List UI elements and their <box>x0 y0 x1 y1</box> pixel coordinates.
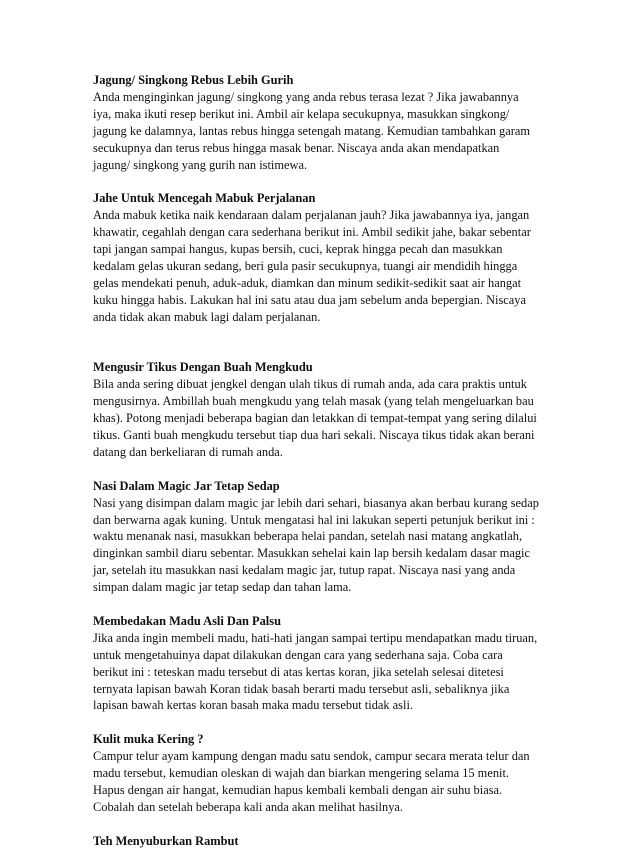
section-tikus <box>93 359 548 460</box>
body-line: Campur telur ayam kampung dengan madu satu sendok, campur secara merata telur dan <box>93 749 530 764</box>
body-line: Nasi yang disimpan dalam magic jar lebih dari sehari, biasanya akan berbau kurang sedap <box>93 495 539 510</box>
body-line: Anda menginginkan jagung/ singkong yang anda rebus terasa lezat ? Jika jawabannya <box>93 89 519 104</box>
body-line: tapi jangan sampai hangus, kupas bersih, cuci, keprak hingga pecah dan masukkan <box>93 242 503 257</box>
body-line: jagung/ singkong yang gurih nan istimewa. <box>93 157 308 172</box>
section-title: Kulit muka Kering ? <box>93 732 204 747</box>
body-line: khas). Potong menjadi beberapa bagian dan letakkan di tempat-tempat yang sering dilalui <box>93 411 537 426</box>
body-line: kedalam gelas ukuran sedang, beri gula pasir secukupnya, tuangi air mendidih hingga <box>93 258 518 273</box>
section-teh <box>93 833 548 850</box>
body-line: datang dan berkeliaran di rumah anda. <box>93 444 283 459</box>
section-title: Nasi Dalam Magic Jar Tetap Sedap <box>93 478 280 493</box>
body-line: Anda mabuk ketika naik kendaraan dalam perjalanan jauh? Jika jawabannya iya, jangan <box>93 208 530 223</box>
section-jahe <box>93 190 548 325</box>
section-kulit <box>93 731 548 816</box>
body-line: secukupnya dan terus rebus hingga masak benar. Niscaya anda akan mendapatkan <box>93 140 500 155</box>
section-title: Membedakan Madu Asli Dan Palsu <box>93 613 281 628</box>
body-line: gelas mendekati penuh, aduk-aduk, diamkan dan minum sedikit-sedikit saat air hangat <box>93 275 522 290</box>
body-line: Cobalah dan setelah beberapa kali anda akan melihat hasilnya. <box>93 799 403 814</box>
body-line: jar, setelah itu masukkan nasi kedalam magic jar, tutup rapat. Niscaya nasi yang anda <box>93 563 516 578</box>
body-line: madu tersebut, kemudian oleskan di wajah dan biarkan mengering selama 15 menit. <box>93 766 509 781</box>
section-jagung <box>93 72 548 173</box>
body-line: lapisan bawah kertas koran basah maka madu tersebut tidak asli. <box>93 698 413 713</box>
section-title: Jagung/ Singkong Rebus Lebih Gurih <box>93 73 294 87</box>
body-line: iya, maka ikuti resep berikut ini. Ambil air kelapa secukupnya, masukkan singkong/ <box>93 106 510 121</box>
body-line: berikut ini : teteskan madu tersebut di atas kertas koran, jika setelah selesai ditetesi <box>93 664 504 679</box>
section-madu <box>93 613 548 714</box>
body-line: kuku hingga habis. Lakukan hal ini satu atau dua jam sebelum anda bepergian. Niscaya <box>93 292 526 307</box>
body-line: dan berwarna agak kuning. Untuk mengatasi hal ini lakukan seperti petunjuk berikut ini : <box>93 512 535 527</box>
body-line: waktu menanak nasi, masukkan beberapa helai pandan, setelah nasi matang angkatlah, <box>93 529 523 544</box>
body-line: tikus. Ganti buah mengkudu tersebut tiap dua hari sekali. Niscaya tikus tidak akan berani <box>93 428 535 442</box>
body-line: dinginkan sambil diaru sebentar. Masukkan sehelai kain lap bersih kedalam dasar magic <box>93 546 530 561</box>
body-line: khawatir, cegahlah dengan cara sederhana berikut ini. Ambil sedikit jahe, bakar sebentar <box>93 225 531 240</box>
body-line: ternyata lapisan bawah Koran tidak basah berarti madu tersebut asli, sebaliknya jika <box>93 681 510 696</box>
body-line: Hapus dengan air hangat, kemudian hapus kembali kembali dengan air suhu biasa. <box>93 782 503 797</box>
body-line: simpan dalam magic jar tetap sedap dan tahan lama. <box>93 580 352 595</box>
section-title: Jahe Untuk Mencegah Mabuk Perjalanan <box>93 191 316 206</box>
section-nasi <box>93 478 548 596</box>
body-line: jagung ke dalamnya, lantas rebus hingga setengah matang. Kemudian tambahkan garam <box>93 123 530 138</box>
section-title: Mengusir Tikus Dengan Buah Mengkudu <box>93 360 313 375</box>
body-line: mengusirnya. Ambillah buah mengkudu yang telah masak (yang telah mengeluarkan bau <box>93 394 534 409</box>
body-line: Bila anda sering dibuat jengkel dengan ulah tikus di rumah anda, ada cara praktis untuk <box>93 377 527 392</box>
body-line: Jika anda ingin membeli madu, hati-hati jangan sampai tertipu mendapatkan madu tiruan, <box>93 630 538 645</box>
body-line: anda tidak akan mabuk lagi dalam perjalanan. <box>93 309 321 324</box>
body-line: untuk mengetahuinya dapat dilakukan dengan cara yang sederhana saja. Coba cara <box>93 647 503 662</box>
section-title: Teh Menyuburkan Rambut <box>93 833 239 848</box>
